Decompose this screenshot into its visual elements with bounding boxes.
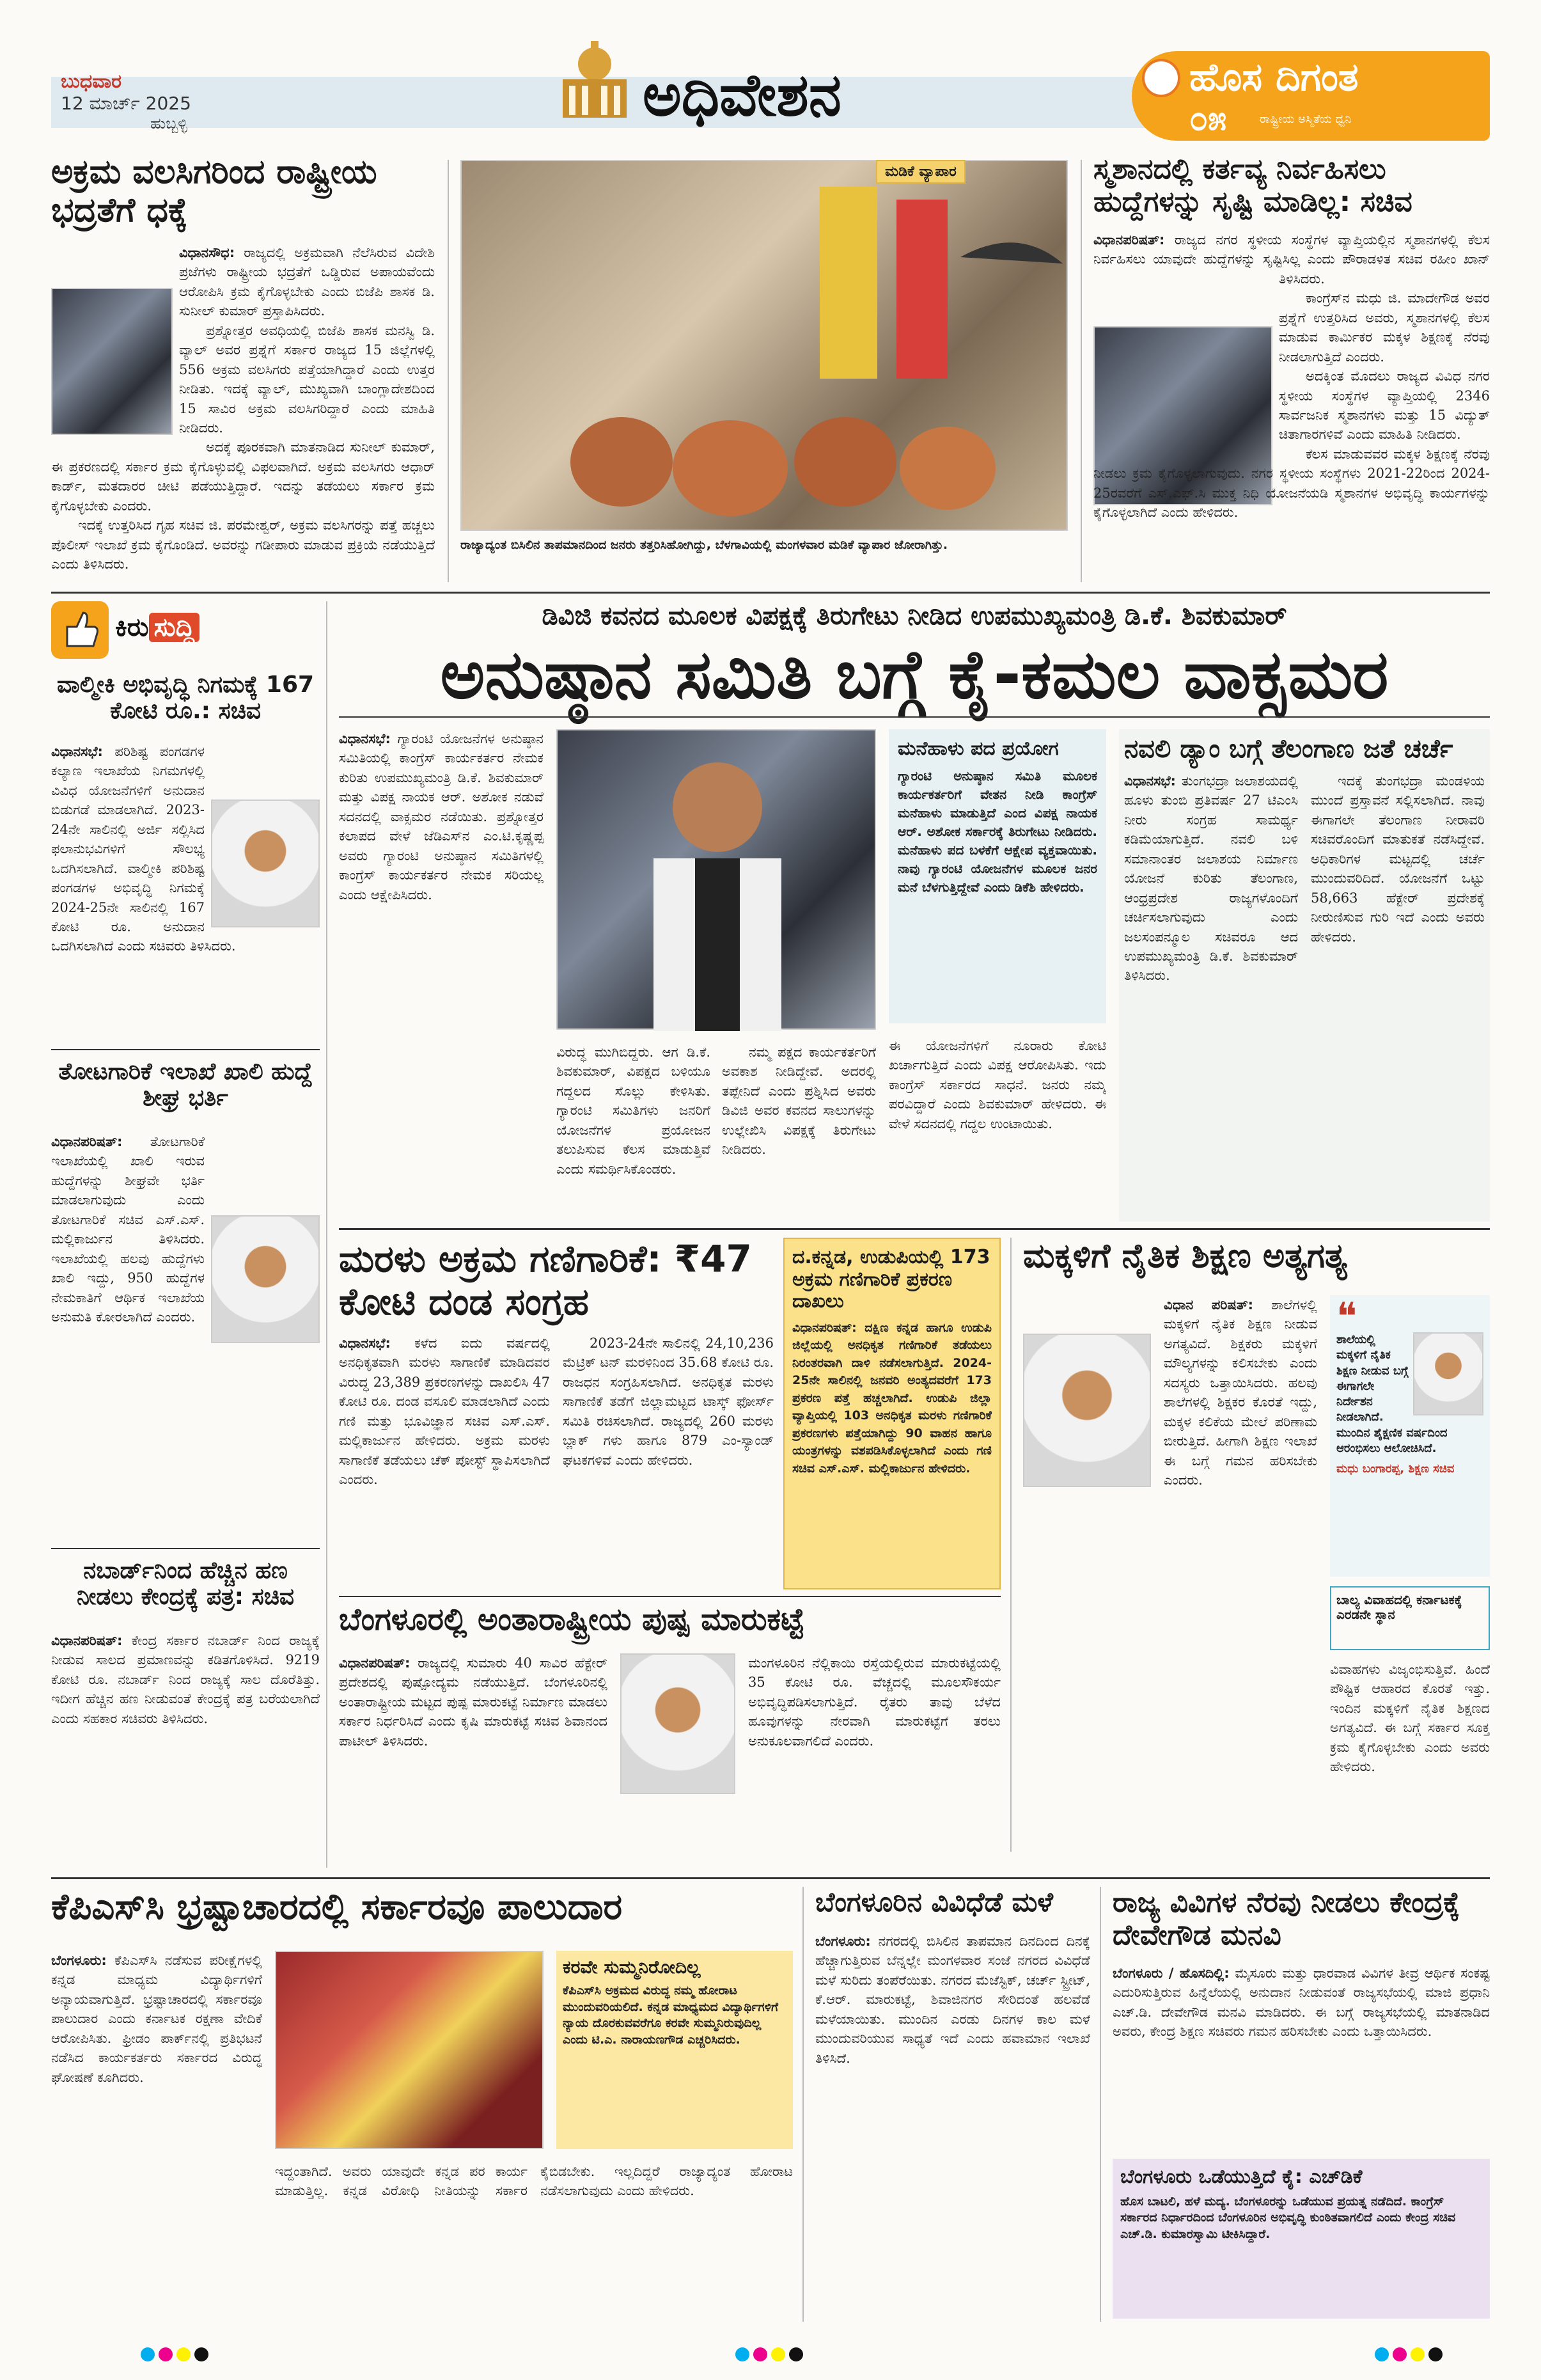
column-divider <box>1010 1238 1012 1852</box>
story-illegal-migrants <box>51 154 435 588</box>
official-photo <box>1023 1334 1151 1487</box>
lead-headline: ಅನುಷ್ಠಾನ ಸಮಿತಿ ಬಗ್ಗೆ ಕೈ-ಕಮಲ ವಾಕ್ಸಮರ <box>440 635 1389 714</box>
registration-marks-right <box>1375 2347 1446 2364</box>
story-headline: ನವಲಿ ಡ್ಯಾಂ ಬಗ್ಗೆ ತೆಲಂಗಾಣ ಜತೆ ಚರ್ಚೆ <box>1124 734 1453 764</box>
flower-col-2-text: ಮಂಗಳೂರಿನ ನೆಲ್ಲಿಕಾಯಿ ರಸ್ತೆಯಲ್ಲಿರುವ ಮಾರುಕಟ್ಟೆಯಲ್ಲಿ 35 ಕೋಟಿ ರೂ. ವೆಚ್ಚದಲ್ಲಿ ಮೂಲಸೌಕರ್ಯ ಅಭಿವೃದ್ಧಿಪಡಿಸಲಾಗುತ್ತಿದೆ. ರೈತರು ತಾವು ಬೆಳೆದ ಹೂವುಗಳನ್ನು ನೇರವಾಗಿ ಮಾರುಕಟ್ಟೆಗೆ ತರಲು ಅನುಕೂಲವಾಗಲಿದೆ ಎಂದರು. <box>748 1655 1001 1749</box>
rain-body <box>815 1932 1090 2322</box>
sand-col-1: ಕಳೆದ ಐದು ವರ್ಷದಲ್ಲಿ ಅನಧಿಕೃತವಾಗಿ ಮರಳು ಸಾಗಾಣಿಕೆ ಮಾಡಿದವರ ವಿರುದ್ಧ 23,389 ಪ್ರಕರಣಗಳನ್ನು ದಾಖಲಿಸಿ 47 ಕೋಟಿ ರೂ. ದಂಡ ವಸೂಲಿ ಮಾಡಲಾಗಿದೆ ಎಂದು ಗಣಿ ಮತ್ತು ಭೂವಿಜ್ಞಾನ ಸಚಿವ ಎಸ್.ಎಸ್. ಮಲ್ಲಿಕಾರ್ಜುನ ಹೇಳಿದರು. ಅಕ್ರಮ ಮರಳು ಸಾಗಾಣಿಕೆ ತಡೆಯಲು ಚೆಕ್ ಪೋಸ್ಟ್ ಸ್ಥಾಪಿಸಲಾಗಿದೆ ಎಂದರು. <box>339 1336 550 1488</box>
tagline: ರಾಷ್ಟ್ರೀಯ ಅಸ್ಮಿತೆಯ ಧ್ವನಿ <box>1260 113 1352 126</box>
horizontal-rule <box>339 1228 1490 1230</box>
box-headline: ಬೆಂಗಳೂರು ಒಡೆಯುತ್ತಿದೆ ಕೈ: ಎಚ್‌ಡಿಕೆ <box>1120 2166 1363 2188</box>
brief-1-headline: ವಾಲ್ಮೀಕಿ ಅಭಿವೃದ್ಧಿ ನಿಗಮಕ್ಕೆ 167 ಕೋಟಿ ರೂ.: ಸಚಿವ <box>56 672 315 725</box>
page-number: ೦೫ <box>1189 100 1227 138</box>
column-divider <box>1100 1887 1101 2322</box>
thumb-icon <box>51 601 109 659</box>
kpsc-col-1-text: ಕೆಪಿಎಸ್‌ಸಿ ನಡೆಸುವ ಪರೀಕ್ಷೆಗಳಲ್ಲಿ ಕನ್ನಡ ಮಾಧ್ಯಮ ವಿದ್ಯಾರ್ಥಿಗಳಿಗೆ ಅನ್ಯಾಯವಾಗುತ್ತಿದೆ. ಭ್ರಷ್ಟಾಚಾರದಲ್ಲಿ ಸರ್ಕಾರವೂ ಪಾಲುದಾರ ಎಂದು ಕರ್ನಾಟಕ ರಕ್ಷಣಾ ವೇದಿಕೆ ಆರೋಪಿಸಿತು. ಫ್ರೀಡಂ ಪಾರ್ಕ್‌ನಲ್ಲಿ ಪ್ರತಿಭಟನೆ ನಡೆಸಿದ ಕಾರ್ಯಕರ್ತರು ಸರ್ಕಾರದ ವಿರುದ್ಧ ಘೋಷಣೆ ಕೂಗಿದರು. <box>51 1953 262 2085</box>
story-col-2 <box>1330 1660 1490 1845</box>
lead-col-2b-text: ನಮ್ಮ ಪಕ್ಷದ ಕಾರ್ಯಕರ್ತರಿಗೆ ಅವಕಾಶ ನೀಡಿದ್ದೇವೆ. ಅದರಲ್ಲಿ ತಪ್ಪೇನಿದೆ ಎಂದು ಪ್ರಶ್ನಿಸಿದ ಅವರು ಡಿವಿಜಿ ಅವರ ಕವನದ ಸಾಲುಗಳನ್ನು ಉಲ್ಲೇಖಿಸಿ ವಿಪಕ್ಷಕ್ಕೆ ತಿರುಗೇಟು ನೀಡಿದರು. <box>722 1044 876 1158</box>
lead-col-3-text: ಈ ಯೋಜನೆಗಳಿಗೆ ನೂರಾರು ಕೋಟಿ ಖರ್ಚಾಗುತ್ತಿದೆ ಎಂದು ವಿಪಕ್ಷ ಆರೋಪಿಸಿತು. ಇದು ಕಾಂಗ್ರೆಸ್ ಸರ್ಕಾರದ ಸಾಧನೆ. ಜನರು ನಮ್ಮ ಪರವಿದ್ದಾರೆ ಎಂದು ಶಿವಕುಮಾರ್ ಹೇಳಿದರು. ಈ ವೇಳೆ ಸದನದಲ್ಲಿ ಗದ್ದಲ ಉಂಟಾಯಿತು. <box>889 1038 1106 1131</box>
body-para-1: ರಾಜ್ಯದ ನಗರ ಸ್ಥಳೀಯ ಸಂಸ್ಥೆಗಳ ವ್ಯಾಪ್ತಿಯಲ್ಲಿನ ಸ್ಮಶಾನಗಳಲ್ಲಿ ಕೆಲಸ ನಿರ್ವಹಿಸಲು ಯಾವುದೇ ಹುದ್ದೆಗಳನ್ನು ಸೃಷ್ಟಿಸಿಲ್ಲ ಎಂದು ಪೌರಾಡಳಿತ ಸಚಿವ ರಹೀಂ ಖಾನ್ ತಿಳಿಸಿದರು. <box>1093 232 1490 287</box>
lead-col-1 <box>339 729 544 1222</box>
dateline: ವಿಧಾನಪರಿಷತ್: <box>51 1633 123 1648</box>
horizontal-rule <box>51 592 1490 594</box>
quote-attribution: ಮಧು ಬಂಗಾರಪ್ಪ, ಶಿಕ್ಷಣ ಸಚಿವ <box>1336 1462 1455 1476</box>
dam-col-1: ತುಂಗಭದ್ರಾ ಜಲಾಶಯದಲ್ಲಿ ಹೂಳು ತುಂಬಿ ಪ್ರತಿವರ್ಷ 27 ಟಿಎಂಸಿ ನೀರು ಸಂಗ್ರಹ ಸಾಮರ್ಥ್ಯ ಕಡಿಮೆಯಾಗುತ್ತಿದೆ. ನವಲಿ ಬಳಿ ಸಮಾನಾಂತರ ಜಲಾಶಯ ನಿರ್ಮಾಣ ಯೋಜನೆ ಕುರಿತು ತೆಲಂಗಾಣ, ಆಂಧ್ರಪ್ರದೇಶ ರಾಜ್ಯಗಳೊಂದಿಗೆ ಚರ್ಚಿಸಲಾಗುವುದು ಎಂದು ಜಲಸಂಪನ್ಮೂಲ ಸಚಿವರೂ ಆದ ಉಪಮುಖ್ಯಮಂತ್ರಿ ಡಿ.ಕೆ. ಶಿವಕುಮಾರ್ ತಿಳಿಸಿದರು. <box>1124 773 1298 984</box>
sidebar-headline: ಮನೆಹಾಳು ಪದ ಪ್ರಯೋಗ <box>898 737 1059 760</box>
quote-box <box>1330 1295 1490 1577</box>
sidebar-body: ಗ್ಯಾರಂಟಿ ಅನುಷ್ಠಾನ ಸಮಿತಿ ಮೂಲಕ ಕಾರ್ಯಕರ್ತರಿಗೆ ವೇತನ ನೀಡಿ ಕಾಂಗ್ರೆಸ್ ಮನೆಹಾಳು ಮಾಡುತ್ತಿದೆ ಎಂದ ವಿಪಕ್ಷ ನಾಯಕ ಆರ್. ಅಶೋಕ ಸರ್ಕಾರಕ್ಕೆ ತಿರುಗೇಟು ನೀಡಿದರು. ಮನೆಹಾಳು ಪದ ಬಳಕೆಗೆ ಆಕ್ಷೇಪ ವ್ಯಕ್ತವಾಯಿತು. ನಾವು ಗ್ಯಾರಂಟಿ ಯೋಜನೆಗಳ ಮೂಲಕ ಜನರ ಮನೆ ಬೆಳಗುತ್ತಿದ್ದೇವೆ ಎಂದು ಡಿಕೆಶಿ ಹೇಳಿದರು. <box>898 768 1097 895</box>
kpsc-col-2-text: ಇದ್ದಂತಾಗಿದೆ. ಅವರು ಯಾವುದೇ ಕನ್ನಡ ಪರ ಕಾರ್ಯ ಮಾಡುತ್ತಿಲ್ಲ. ಕನ್ನಡ ವಿರೋಧಿ ನೀತಿಯನ್ನು ಸರ್ಕಾರ ಕೈಬಿಡಬೇಕು. ಇಲ್ಲದಿದ್ದರೆ ರಾಜ್ಯಾದ್ಯಂತ ಹೋರಾಟ ನಡೆಸಲಾಗುವುದು ಎಂದು ಹೇಳಿದರು. <box>275 2164 793 2199</box>
date-block <box>61 70 278 132</box>
photo-tag <box>876 160 966 184</box>
divider <box>339 716 1490 718</box>
moral-col-2: ವಿವಾಹಗಳು ವಿಜೃಂಭಿಸುತ್ತಿವೆ. ಹಿಂದೆ ಪೌಷ್ಟಿಕ ಆಹಾರದ ಕೊರತೆ ಇತ್ತು. ಇಂದಿನ ಮಕ್ಕಳಿಗೆ ನೈತಿಕ ಶಿಕ್ಷಣದ ಅಗತ್ಯವಿದೆ. ಈ ಬಗ್ಗೆ ಸರ್ಕಾರ ಸೂಕ್ತ ಕ್ರಮ ಕೈಗೊಳ್ಳಬೇಕು ಎಂದು ಅವರು ಹೇಳಿದರು. <box>1330 1662 1490 1775</box>
story-navali-dam <box>1119 729 1490 1222</box>
brief-3-body <box>51 1631 320 1868</box>
registration-marks-left <box>141 2347 212 2364</box>
karave-box <box>556 1951 793 2149</box>
brief-2-headline: ತೋಟಗಾರಿಕೆ ಇಲಾಖೆ ಖಾಲಿ ಹುದ್ದೆ ಶೀಘ್ರ ಭರ್ತಿ <box>58 1059 313 1112</box>
story-body <box>1124 771 1485 1206</box>
lead-col-2 <box>556 1043 876 1222</box>
pot-sale-photo-block <box>460 160 1068 582</box>
kiru-text: ಕಿರು <box>115 613 149 642</box>
story-headline: ಕೆಪಿಎಸ್‌ಸಿ ಭ್ರಷ್ಟಾಚಾರದಲ್ಲಿ ಸರ್ಕಾರವೂ ಪಾಲುದಾರ <box>51 1886 623 1928</box>
section-title: ಅಧಿವೇಶನ <box>643 61 841 129</box>
story-headline: ಸ್ಮಶಾನದಲ್ಲಿ ಕರ್ತವ್ಯ ನಿರ್ವಹಿಸಲು ಹುದ್ದೆಗಳನ್ನು ಸೃಷ್ಟಿ ಮಾಡಿಲ್ಲ: ಸಚಿವ <box>1093 153 1412 218</box>
dk-shivakumar-photo <box>556 729 876 1030</box>
story-headline: ರಾಜ್ಯ ವಿವಿಗಳ ನೆರವು ನೀಡಲು ಕೇಂದ್ರಕ್ಕೆ ದೇವೇಗೌಡ ಮನವಿ <box>1113 1886 1460 1951</box>
dateline: ವಿಧಾನಪರಿಷತ್: <box>51 1134 123 1149</box>
story-crematorium <box>1093 154 1490 588</box>
story-col-1 <box>1164 1295 1317 1845</box>
quote-mark-icon: ❝ <box>1336 1295 1357 1339</box>
kpsc-col-1 <box>51 1951 262 2322</box>
divider <box>51 1548 320 1549</box>
body-para-2: ಕಾಂಗ್ರೆಸ್‌ನ ಮಧು ಜಿ. ಮಾದೇಗೌಡ ಅವರ ಪ್ರಶ್ನೆಗೆ ಉತ್ತರಿಸಿದ ಅವರು, ಸ್ಮಶಾನಗಳಲ್ಲಿ ಕೆಲಸ ಮಾಡುವ ಕಾರ್ಮಿಕರ ಮಕ್ಕಳ ಶಿಕ್ಷಣಕ್ಕೆ ನೆರವು ನೀಡಲಾಗುತ್ತಿದೆ ಎಂದರು. <box>1279 290 1490 365</box>
story-moral-education <box>1023 1238 1490 1852</box>
story-headline: ಮಕ್ಕಳಿಗೆ ನೈತಿಕ ಶಿಕ್ಷಣ ಅತ್ಯಗತ್ಯ <box>1023 1237 1347 1275</box>
minister-photo <box>1413 1332 1483 1415</box>
minister-photo <box>620 1653 735 1794</box>
city-label: ಹುಬ್ಬಳ್ಳಿ <box>150 114 187 132</box>
photo-caption: ರಾಜ್ಯಾದ್ಯಂತ ಬಿಸಿಲಿನ ತಾಪಮಾನದಿಂದ ಜನರು ತತ್ತರಿಸಿಹೋಗಿದ್ದು, ಬೆಳಗಾವಿಯಲ್ಲಿ ಮಂಗಳವಾರ ಮಡಿಕೆ ವ್ಯಾಪಾರ ಜೋರಾಗಿತ್ತು. <box>460 538 948 552</box>
masthead <box>0 0 1541 154</box>
lead-col-1-text: ಗ್ಯಾರಂಟಿ ಯೋಜನೆಗಳ ಅನುಷ್ಠಾನ ಸಮಿತಿಯಲ್ಲಿ ಕಾಂಗ್ರೆಸ್ ಕಾರ್ಯಕರ್ತರ ನೇಮಕ ಕುರಿತು ಉಪಮುಖ್ಯಮಂತ್ರಿ ಡಿ.ಕೆ. ಶಿವಕುಮಾರ್ ಮತ್ತು ವಿಪಕ್ಷ ನಾಯಕ ಆರ್. ಅಶೋಕ ನಡುವೆ ಸದನದಲ್ಲಿ ವಾಕ್ಸಮರ ನಡೆಯಿತು. ಪ್ರಶ್ನೋತ್ತರ ಕಲಾಪದ ವೇಳೆ ಜೆಡಿಎಸ್‌ನ ಎಂ.ಟಿ.ಕೃಷ್ಣಪ್ಪ ಅವರು ಗ್ಯಾರಂಟಿ ಅನುಷ್ಠಾನ ಸಮಿತಿಗಳಲ್ಲಿ ಕಾಂಗ್ರೆಸ್ ಕಾರ್ಯಕರ್ತರ ನೇಮಕ ಸರಿಯಲ್ಲ ಎಂದು ಆಕ್ಷೇಪಿಸಿದರು. <box>339 731 544 902</box>
story-kpsc <box>51 1887 793 2322</box>
brief-1-text: ಪರಿಶಿಷ್ಟ ಪಂಗಡಗಳ ಕಲ್ಯಾಣ ಇಲಾಖೆಯ ನಿಗಮಗಳಲ್ಲಿ ವಿವಿಧ ಯೋಜನೆಗಳಿಗೆ ಅನುದಾನ ಬಿಡುಗಡೆ ಮಾಡಲಾಗಿದೆ. 2023-24ನೇ ಸಾಲಿನಲ್ಲಿ ಅರ್ಜಿ ಸಲ್ಲಿಸಿದ ಫಲಾನುಭವಿಗಳಿಗೆ ಸೌಲಭ್ಯ ಒದಗಿಸಲಾಗಿದೆ. ವಾಲ್ಮೀಕಿ ಪರಿಶಿಷ್ಟ ಪಂಗಡಗಳ ಅಭಿವೃದ್ಧಿ ನಿಗಮಕ್ಕೆ 2024-25ನೇ ಸಾಲಿನಲ್ಲಿ 167 ಕೋಟಿ ರೂ. ಅನುದಾನ ಒದಗಿಸಲಾಗಿದೆ ಎಂದು ಸಚಿವರು ತಿಳಿಸಿದರು. <box>51 744 236 954</box>
paper-name: ಹೊಸ ದಿಗಂತ <box>1189 55 1359 100</box>
logo-emblem-icon <box>1142 59 1180 97</box>
flower-col-1-text: ರಾಜ್ಯದಲ್ಲಿ ಸುಮಾರು 40 ಸಾವಿರ ಹೆಕ್ಟೇರ್ ಪ್ರದೇಶದಲ್ಲಿ ಪುಷ್ಪೋದ್ಯಮ ನಡೆಯುತ್ತಿದೆ. ಬೆಂಗಳೂರಿನಲ್ಲಿ ಅಂತಾರಾಷ್ಟ್ರೀಯ ಮಟ್ಟದ ಪುಷ್ಪ ಮಾರುಕಟ್ಟೆ ನಿರ್ಮಾಣ ಮಾಡಲು ಸರ್ಕಾರ ನಿರ್ಧರಿಸಿದೆ ಎಂದು ಕೃಷಿ ಮಾರುಕಟ್ಟೆ ಸಚಿವ ಶಿವಾನಂದ ಪಾಟೀಲ್ ತಿಳಿಸಿದರು. <box>339 1655 607 1749</box>
story-headline: ಅಕ್ರಮ ವಲಸಿಗರಿಂದ ರಾಷ್ಟ್ರೀಯ ಭದ್ರತೆಗೆ ಧಕ್ಕೆ <box>51 153 377 230</box>
column-divider <box>326 601 327 1868</box>
registration-marks-center <box>735 2347 807 2364</box>
story-flower-market <box>339 1602 1001 1871</box>
dateline: ವಿಧಾನಸಭೆ: <box>1124 773 1176 789</box>
hdk-box <box>1113 2159 1490 2319</box>
kpsc-col-2 <box>275 2162 793 2322</box>
story-devegowda <box>1113 1887 1490 2322</box>
vidhana-soudha-icon <box>550 38 639 128</box>
box-headline: ದ.ಕನ್ನಡ, ಉಡುಪಿಯಲ್ಲಿ 173 ಅಕ್ರಮ ಗಣಿಗಾರಿಕೆ ಪ್ರಕರಣ ದಾಖಲು <box>792 1246 990 1312</box>
story-body <box>1093 230 1490 588</box>
story-headline: ಬೆಂಗಳೂರಲ್ಲಿ ಅಂತಾರಾಷ್ಟ್ರೀಯ ಪುಷ್ಪ ಮಾರುಕಟ್ಟೆ <box>339 1602 804 1637</box>
box-body: ಕೆಪಿಎಸ್‌ಸಿ ಅಕ್ರಮದ ವಿರುದ್ಧ ನಮ್ಮ ಹೋರಾಟ ಮುಂದುವರಿಯಲಿದೆ. ಕನ್ನಡ ಮಾಧ್ಯಮದ ವಿದ್ಯಾರ್ಥಿಗಳಿಗೆ ನ್ಯಾಯ ದೊರಕುವವರೆಗೂ ಕರವೇ ಸುಮ್ಮನಿರುವುದಿಲ್ಲ ಎಂದು ಟಿ.ಎ. ನಾರಾಯಣಗೌಡ ಎಚ್ಚರಿಸಿದರು. <box>563 1983 779 2047</box>
box-headline: ಕರವೇ ಸುಮ್ಮನಿರೋದಿಲ್ಲ <box>563 1957 701 1978</box>
story-bengaluru-rain <box>815 1887 1090 2322</box>
brief-1-body <box>51 742 320 1043</box>
dateline: ಬೆಂಗಳೂರು: <box>815 1934 871 1949</box>
dateline: ಬೆಂಗಳೂರು: <box>51 1953 107 1968</box>
kirusuddi-label <box>115 613 199 642</box>
dateline: ವಿಧಾನಸಭೆ: <box>51 744 103 759</box>
dateline: ವಿಧಾನಪರಿಷತ್: <box>339 1655 411 1671</box>
flower-col-1 <box>339 1653 607 1871</box>
kirusuddi-badge <box>51 601 320 659</box>
dateline: ವಿಧಾನಪರಿಷತ್: <box>1093 232 1165 248</box>
moral-col-1: ಶಾಲೆಗಳಲ್ಲಿ ಮಕ್ಕಳಿಗೆ ನೈತಿಕ ಶಿಕ್ಷಣ ನೀಡುವ ಅಗತ್ಯವಿದೆ. ಶಿಕ್ಷಕರು ಮಕ್ಕಳಿಗೆ ಮೌಲ್ಯಗಳನ್ನು ಕಲಿಸಬೇಕು ಎಂದು ಸದಸ್ಯರು ಒತ್ತಾಯಿಸಿದರು. ಹಲವು ಶಾಲೆಗಳಲ್ಲಿ ಶಿಕ್ಷಕರ ಕೊರತೆ ಇದ್ದು, ಮಕ್ಕಳ ಕಲಿಕೆಯ ಮೇಲೆ ಪರಿಣಾಮ ಬೀರುತ್ತಿದೆ. ಹೀಗಾಗಿ ಶಿಕ್ಷಣ ಇಲಾಖೆ ಈ ಬಗ್ಗೆ ಗಮನ ಹರಿಸಬೇಕು ಎಂದರು. <box>1164 1297 1317 1488</box>
dateline: ವಿಧಾನಸಭೆ: <box>339 731 391 746</box>
body-para-2: ಪ್ರಶ್ನೋತ್ತರ ಅವಧಿಯಲ್ಲಿ ಬಿಜೆಪಿ ಶಾಸಕ ಮನಸ್ವಿ ಡಿ. ವ್ಯಾಲ್ ಅವರ ಪ್ರಶ್ನೆಗೆ ಸರ್ಕಾರ ರಾಜ್ಯದ 15 ಜಿಲ್ಲೆಗಳಲ್ಲಿ 556 ಅಕ್ರಮ ವಲಸಿಗರು ಪತ್ತೆಯಾಗಿದ್ದಾರೆ ಎಂದು ಉತ್ತರ ನೀಡಿತು. ಇದಕ್ಕೆ ವ್ಯಾಲ್, ಮುಖ್ಯವಾಗಿ ಬಾಂಗ್ಲಾದೇಶದಿಂದ 15 ಸಾವಿರ ಅಕ್ರಮ ವಲಸಿಗರಿದ್ದಾರೆ ಎಂದು ಮಾಹಿತಿ ನೀಡಿದರು. <box>179 322 435 436</box>
brief-3-text: ಕೇಂದ್ರ ಸರ್ಕಾರ ನಬಾರ್ಡ್ ನಿಂದ ರಾಜ್ಯಕ್ಕೆ ನೀಡುವ ಸಾಲದ ಪ್ರಮಾಣವನ್ನು ಕಡಿತಗೊಳಿಸಿದೆ. 9219 ಕೋಟಿ ರೂ. ನಬಾರ್ಡ್ ನಿಂದ ರಾಜ್ಯಕ್ಕೆ ಸಾಲ ದೊರೆತಿತ್ತು. ಇದೀಗ ಹೆಚ್ಚಿನ ಹಣ ನೀಡುವಂತೆ ಕೇಂದ್ರಕ್ಕೆ ಪತ್ರ ಬರೆಯಲಾಗಿದೆ ಎಂದು ಸಹಕಾರ ಸಚಿವರು ತಿಳಿಸಿದರು. <box>51 1633 320 1726</box>
flower-col-2 <box>748 1653 1001 1871</box>
date-label: 12 ಮಾರ್ಚ್ 2025 <box>61 93 191 114</box>
body-para-4: ಕೆಲಸ ಮಾಡುವವರ ಮಕ್ಕಳ ಶಿಕ್ಷಣಕ್ಕೆ ನೆರವು ನೀಡಲು ಕ್ರಮ ಕೈಗೊಳ್ಳಲಾಗುವುದು. ನಗರ ಸ್ಥಳೀಯ ಸಂಸ್ಥೆಗಳು 2021-22ರಿಂದ 2024-25ರವರೆಗೆ ಎಸ್.ಎಫ್.ಸಿ ಮುಕ್ತ ನಿಧಿ ಯೋಜನೆಯಡಿ ಸ್ಮಶಾನಗಳ ಅಭಿವೃದ್ಧಿ ಕಾರ್ಯಗಳನ್ನು ಕೈಗೊಳ್ಳಲಾಗಿದೆ ಎಂದು ಹೇಳಿದರು. <box>1093 446 1490 521</box>
suddi-text: ಸುದ್ದಿ <box>149 613 199 642</box>
box-body: ಹೊಸ ಬಾಟಲಿ, ಹಳೆ ಮದ್ಯ. ಬೆಂಗಳೂರನ್ನು ಒಡೆಯುವ ಪ್ರಯತ್ನ ನಡೆದಿದೆ. ಕಾಂಗ್ರೆಸ್ ಸರ್ಕಾರದ ನಿರ್ಧಾರದಿಂದ ಬೆಂಗಳೂರಿನ ಅಭಿವೃದ್ಧಿ ಕುಂಠಿತವಾಗಲಿದೆ ಎಂದು ಕೇಂದ್ರ ಸಚಿವ ಎಚ್.ಡಿ. ಕುಮಾರಸ್ವಾಮಿ ಟೀಕಿಸಿದ್ದಾರೆ. <box>1120 2194 1456 2241</box>
day-label: ಬುಧವಾರ <box>61 70 121 93</box>
dam-col-2: ಇದಕ್ಕೆ ತುಂಗಭದ್ರಾ ಮಂಡಳಿಯ ಮುಂದೆ ಪ್ರಸ್ತಾವನೆ ಸಲ್ಲಿಸಲಾಗಿದೆ. ನಾವು ಈಗಾಗಲೇ ತೆಲಂಗಾಣ ನೀರಾವರಿ ಸಚಿವರೊಂದಿಗೆ ಮಾತುಕತೆ ನಡೆಸಿದ್ದೇವೆ. ಅಧಿಕಾರಿಗಳ ಮಟ್ಟದಲ್ಲಿ ಚರ್ಚೆ ಮುಂದುವರಿದಿದೆ. ಯೋಜನೆಗೆ ಒಟ್ಟು 58,663 ಹೆಕ್ಟೇರ್ ಪ್ರದೇಶಕ್ಕೆ ನೀರುಣಿಸುವ ಗುರಿ ಇದೆ ಎಂದು ಅವರು ಹೇಳಿದರು. <box>1311 773 1485 945</box>
body-para-1: ರಾಜ್ಯದಲ್ಲಿ ಅಕ್ರಮವಾಗಿ ನೆಲೆಸಿರುವ ವಿದೇಶಿ ಪ್ರಜೆಗಳು ರಾಷ್ಟ್ರೀಯ ಭದ್ರತೆಗೆ ಒಡ್ಡಿರುವ ಅಪಾಯವೆಂದು ಆರೋಪಿಸಿ ಕ್ರಮ ಕೈಗೊಳ್ಳಬೇಕು ಎಂದು ಬಿಜೆಪಿ ಶಾಸಕ ಡಿ. ಸುನೀಲ್ ಕುಮಾರ್ ಪ್ರಸ್ತಾಪಿಸಿದರು. <box>179 245 435 319</box>
child-marriage-box <box>1330 1586 1490 1650</box>
body-para-3: ಅದಕ್ಕಿಂತ ಮೊದಲು ರಾಜ್ಯದ ವಿವಿಧ ನಗರ ಸ್ಥಳೀಯ ಸಂಸ್ಥೆಗಳ ವ್ಯಾಪ್ತಿಯಲ್ಲಿ 2346 ಸಾರ್ವಜನಿಕ ಸ್ಮಶಾನಗಳು ಮತ್ತು 15 ವಿದ್ಯುತ್ ಚಿತಾಗಾರಗಳಿವೆ ಎಂದು ಮಾಹಿತಿ ನೀಡಿದರು. <box>1279 368 1490 443</box>
sidebar-box-manehalu <box>889 729 1106 1023</box>
dateline: ವಿಧಾನಸಭೆ: <box>339 1336 391 1351</box>
devegowda-body <box>1113 1964 1490 2149</box>
brief-2-text: ತೋಟಗಾರಿಕೆ ಇಲಾಖೆಯಲ್ಲಿ ಖಾಲಿ ಇರುವ ಹುದ್ದೆಗಳನ್ನು ಶೀಘ್ರವೇ ಭರ್ತಿ ಮಾಡಲಾಗುವುದು ಎಂದು ತೋಟಗಾರಿಕೆ ಸಚಿವ ಎಸ್.ಎಸ್. ಮಲ್ಲಿಕಾರ್ಜುನ ತಿಳಿಸಿದರು. ಇಲಾಖೆಯಲ್ಲಿ ಹಲವು ಹುದ್ದೆಗಳು ಖಾಲಿ ಇದ್ದು, 950 ಹುದ್ದೆಗಳ ನೇಮಕಾತಿಗೆ ಆರ್ಥಿಕ ಇಲಾಖೆಯ ಅನುಮತಿ ಕೋರಲಾಗಿದೆ ಎಂದರು. <box>51 1134 205 1325</box>
dateline: ಬೆಂಗಳೂರು / ಹೊಸದಿಲ್ಲಿ: <box>1113 1966 1230 1981</box>
lead-kicker: ಡಿವಿಜಿ ಕವನದ ಮೂಲಕ ವಿಪಕ್ಷಕ್ಕೆ ತಿರುಗೇಟು ನೀಡಿದ ಉಪಮುಖ್ಯಮಂತ್ರಿ ಡಿ.ಕೆ. ಶಿವಕುಮಾರ್ <box>542 601 1287 631</box>
box-text: ದಕ್ಷಿಣ ಕನ್ನಡ ಹಾಗೂ ಉಡುಪಿ ಜಿಲ್ಲೆಯಲ್ಲಿ ಅನಧಿಕೃತ ಗಣಿಗಾರಿಕೆ ತಡೆಯಲು ನಿರಂತರವಾಗಿ ದಾಳಿ ನಡೆಸಲಾಗುತ್ತಿದೆ. 2024-25ನೇ ಸಾಲಿನಲ್ಲಿ ಜನವರಿ ಅಂತ್ಯದವರೆಗೆ 173 ಪ್ರಕರಣ ಪತ್ತೆ ಹಚ್ಚಲಾಗಿದೆ. ಉಡುಪಿ ಜಿಲ್ಲಾ ವ್ಯಾಪ್ತಿಯಲ್ಲಿ 103 ಅನಧಿಕೃತ ಮರಳು ಗಣಿಗಾರಿಕೆ ಪ್ರಕರಣಗಳು ಪತ್ತೆಯಾಗಿದ್ದು 90 ವಾಹನ ಹಾಗೂ ಯಂತ್ರಗಳನ್ನು ವಶಪಡಿಸಿಕೊಳ್ಳಲಾಗಿದೆ ಎಂದು ಗಣಿ ಸಚಿವ ಎಸ್.ಎಸ್. ಮಲ್ಲಿಕಾರ್ಜುನ ಹೇಳಿದರು. <box>792 1320 992 1476</box>
brief-2-body <box>51 1132 320 1541</box>
dateline: ವಿಧಾನಪರಿಷತ್: <box>792 1320 857 1335</box>
horizontal-rule <box>339 1596 1001 1597</box>
story-body <box>339 1334 774 1589</box>
lead-story <box>339 601 1490 1222</box>
paper-logo <box>1132 51 1490 141</box>
devegowda-text: ಮೈಸೂರು ಮತ್ತು ಧಾರವಾಡ ವಿವಿಗಳ ತೀವ್ರ ಆರ್ಥಿಕ ಸಂಕಷ್ಟ ಎದುರಿಸುತ್ತಿರುವ ಹಿನ್ನೆಲೆಯಲ್ಲಿ ಅನುದಾನ ನೀಡುವಂತೆ ರಾಜ್ಯಸಭೆಯಲ್ಲಿ ಮಾಜಿ ಪ್ರಧಾನಿ ಎಚ್.ಡಿ. ದೇವೇಗೌಡ ಮನವಿ ಮಾಡಿದರು. ಈ ಬಗ್ಗೆ ರಾಜ್ಯಸಭೆಯಲ್ಲಿ ಮಾತನಾಡಿದ ಅವರು, ಕೇಂದ್ರ ಶಿಕ್ಷಣ ಸಚಿವರು ಗಮನ ಹರಿಸಬೇಕು ಎಂದು ಒತ್ತಾಯಿಸಿದರು. <box>1113 1966 1490 2040</box>
dateline: ವಿಧಾನ ಪರಿಷತ್: <box>1164 1297 1253 1312</box>
quote-text: ಶಾಲೆಯಲ್ಲಿ ಮಕ್ಕಳಿಗೆ ನೈತಿಕ ಶಿಕ್ಷಣ ನೀಡುವ ಬಗ್ಗೆ ಈಗಾಗಲೇ ನಿರ್ದೇಶನ ನೀಡಲಾಗಿದೆ. ಮುಂದಿನ ಶೈಕ್ಷಣಿಕ ವರ್ಷದಿಂದ ಆರಂಭಿಸಲು ಆಲೋಚಿಸಿದೆ. <box>1336 1333 1448 1456</box>
column-divider <box>448 160 449 582</box>
body-para-3: ಅದಕ್ಕೆ ಪೂರಕವಾಗಿ ಮಾತನಾಡಿದ ಸುನೀಲ್ ಕುಮಾರ್, ಈ ಪ್ರಕರಣದಲ್ಲಿ ಸರ್ಕಾರ ಕ್ರಮ ಕೈಗೊಳ್ಳುವಲ್ಲಿ ವಿಫಲವಾಗಿದೆ. ಅಕ್ರಮ ವಲಸಿಗರು ಆಧಾರ್ ಕಾರ್ಡ್, ಮತದಾರರ ಚೀಟಿ ಪಡೆಯುತ್ತಿದ್ದಾರೆ. ಇದನ್ನು ತಡೆಯಲು ಸರ್ಕಾರ ಕ್ರಮ ಕೈಗೊಳ್ಳಬೇಕು ಎಂದರು. <box>51 439 435 514</box>
story-sand-mining <box>339 1238 774 1589</box>
brief-3-headline: ನಬಾರ್ಡ್‌ನಿಂದ ಹೆಚ್ಚಿನ ಹಣ ನೀಡಲು ಕೇಂದ್ರಕ್ಕೆ ಪತ್ರ: ಸಚಿವ <box>76 1557 295 1611</box>
protest-photo <box>275 1951 544 2149</box>
story-headline: ಬೆಂಗಳೂರಿನ ವಿವಿಧೆಡೆ ಮಳೆ <box>815 1886 1053 1918</box>
story-headline: ಮರಳು ಅಕ್ರಮ ಗಣಿಗಾರಿಕೆ: ₹47 ಕೋಟಿ ದಂಡ ಸಂಗ್ರಹ <box>339 1237 752 1323</box>
story-body <box>51 243 435 588</box>
lead-col-3 <box>889 1036 1106 1222</box>
sand-col-2: 2023-24ನೇ ಸಾಲಿನಲ್ಲಿ 24,10,236 ಮೆಟ್ರಿಕ್ ಟನ್ ಮರಳಿನಿಂದ 35.68 ಕೋಟಿ ರೂ. ರಾಜಧನ ಸಂಗ್ರಹಿಸಲಾಗಿದೆ. ಅನಧಿಕೃತ ಮರಳು ಸಾಗಾಣಿಕೆ ತಡೆಗೆ ಜಿಲ್ಲಾಮಟ್ಟದ ಟಾಸ್ಕ್ ಫೋರ್ಸ್ ಸಮಿತಿ ರಚಿಸಲಾಗಿದೆ. ರಾಜ್ಯದಲ್ಲಿ 260 ಮರಳು ಬ್ಲಾಕ್ ಗಳು ಹಾಗೂ 879 ಎಂ-ಸ್ಯಾಂಡ್ ಘಟಕಗಳಿವೆ ಎಂದು ಹೇಳಿದರು. <box>563 1336 774 1468</box>
column-divider <box>802 1887 804 2322</box>
kirusuddi-column <box>51 601 320 1868</box>
side-headline: ಬಾಲ್ಯ ವಿವಾಹದಲ್ಲಿ ಕರ್ನಾಟಕಕ್ಕೆ ಎರಡನೇ ಸ್ಥಾನ <box>1336 1592 1462 1622</box>
dateline: ವಿಧಾನಸೌಧ: <box>179 245 235 260</box>
box-illegal-mining <box>783 1238 1001 1589</box>
body-para-4: ಇದಕ್ಕೆ ಉತ್ತರಿಸಿದ ಗೃಹ ಸಚಿವ ಜಿ. ಪರಮೇಶ್ವರ್, ಅಕ್ರಮ ವಲಸಿಗರನ್ನು ಪತ್ತೆ ಹಚ್ಚಲು ಪೊಲೀಸ್ ಇಲಾಖೆ ಕ್ರಮ ಕೈಗೊಂಡಿದೆ. ಅವರನ್ನು ಗಡೀಪಾರು ಮಾಡುವ ಪ್ರಕ್ರಿಯೆ ನಡೆಯುತ್ತಿದೆ ಎಂದು ತಿಳಿಸಿದರು. <box>51 517 435 572</box>
rain-text: ನಗರದಲ್ಲಿ ಬಿಸಿಲಿನ ತಾಪಮಾನ ದಿನದಿಂದ ದಿನಕ್ಕೆ ಹೆಚ್ಚಾಗುತ್ತಿರುವ ಬೆನ್ನಲ್ಲೇ ಮಂಗಳವಾರ ಸಂಜೆ ನಗರದ ವಿವಿಧೆಡೆ ಮಳೆ ಸುರಿದು ತಂಪೆರೆಯಿತು. ನಗರದ ಮೆಜೆಸ್ಟಿಕ್, ಚರ್ಚ್ ಸ್ಟ್ರೀಟ್, ಕೆ.ಆರ್. ಮಾರುಕಟ್ಟೆ, ಶಿವಾಜಿನಗರ ಸೇರಿದಂತೆ ಹಲವೆಡೆ ಮಳೆಯಾಯಿತು. ಮುಂದಿನ ಎರಡು ದಿನಗಳ ಕಾಲ ಮಳೆ ಮುಂದುವರಿಯುವ ಸಾಧ್ಯತೆ ಇದೆ ಎಂದು ಹವಾಮಾನ ಇಲಾಖೆ ತಿಳಿಸಿದೆ. <box>815 1934 1090 2066</box>
divider <box>51 1049 320 1050</box>
box-body <box>792 1320 992 1582</box>
photo-tag-text: ಮಡಿಕೆ ವ್ಯಾಪಾರ <box>885 164 957 180</box>
column-divider <box>1081 160 1082 582</box>
lead-col-2-text: ವಿರುದ್ಧ ಮುಗಿಬಿದ್ದರು. ಆಗ ಡಿ.ಕೆ. ಶಿವಕುಮಾರ್, ವಿಪಕ್ಷದ ಬಳಿಯೂ ಗದ್ದಲದ ಸೊಲ್ಲು ಕೇಳಿಸಿತು. ಗ್ಯಾರಂಟಿ ಸಮಿತಿಗಳು ಜನರಿಗೆ ಯೋಜನೆಗಳ ಪ್ರಯೋಜನ ತಲುಪಿಸುವ ಕೆಲಸ ಮಾಡುತ್ತಿವೆ ಎಂದು ಸಮರ್ಥಿಸಿಕೊಂಡರು. <box>556 1044 710 1177</box>
pot-market-photo <box>460 160 1068 531</box>
horizontal-rule <box>51 1877 1490 1879</box>
